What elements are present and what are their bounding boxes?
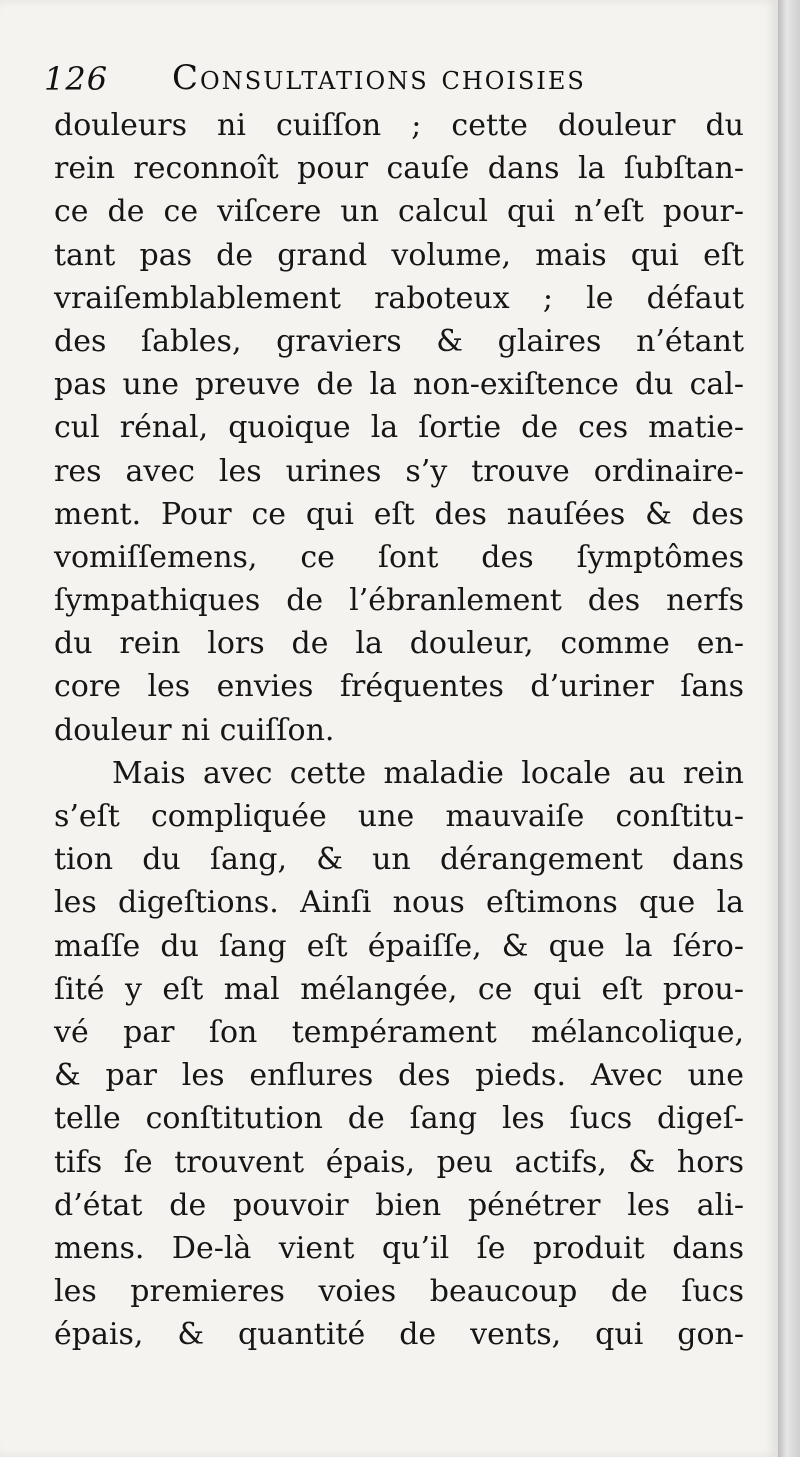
text-line: vé par ſon tempérament mélancolique, — [54, 1014, 744, 1050]
text-line: douleurs ni cuiſſon ; cette douleur du — [54, 108, 744, 143]
text-line: ſympathiques de l’ébranlement des nerfs — [54, 583, 744, 619]
text-line: des ſables, graviers & glaires n’étant — [54, 323, 744, 359]
body-text — [54, 104, 744, 1356]
text-line: ce de ce viſcere un calcul qui n’eſt pour- — [54, 194, 744, 230]
text-line: épais, & quantité de vents, qui gon- — [54, 1317, 744, 1353]
text-line: tifs ſe trouvent épais, peu actifs, & hors — [54, 1144, 744, 1180]
text-line: vomiſſemens, ce ſont des ſymptômes — [54, 539, 744, 575]
text-line: tion du ſang, & un dérangement dans — [54, 842, 744, 878]
text-line: vraiſemblablement raboteux ; le défaut — [54, 280, 744, 316]
text-line: maſſe du ſang eſt épaiſſe, & que la ſéro- — [54, 928, 744, 964]
text-line: & par les enflures des pieds. Avec une — [54, 1058, 744, 1094]
text-line: ſité y eſt mal mélangée, ce qui eſt prou- — [54, 971, 744, 1007]
text-line: telle conſtitution de ſang les ſucs digeſ- — [54, 1101, 744, 1137]
text-line: mens. De-là vient qu’il ſe produit dans — [54, 1230, 744, 1266]
page-edge-shadow — [778, 0, 800, 1457]
text-line: Mais avec cette maladie locale au rein — [112, 755, 744, 791]
text-line: douleur ni cuiſſon. — [54, 712, 335, 748]
text-line: ment. Pour ce qui eſt des nauſées & des — [54, 496, 744, 532]
text-line: du rein lors de la douleur, comme en- — [54, 626, 744, 662]
text-line: res avec les urines s’y trouve ordinaire- — [54, 453, 744, 489]
paragraph-1 — [54, 104, 744, 752]
paragraph-2 — [54, 752, 744, 1357]
text-line: core les envies fréquentes d’uriner ſans — [54, 669, 744, 705]
page-number: 126 — [44, 60, 109, 98]
text-line: s’eſt compliquée une mauvaiſe conſtitu- — [54, 799, 744, 834]
text-line: d’état de pouvoir bien pénétrer les ali- — [54, 1187, 744, 1223]
text-line: rein reconnoît pour cauſe dans la ſubſtan- — [54, 151, 744, 187]
text-line: les premieres voies beaucoup de ſucs — [54, 1274, 744, 1310]
text-line: les digeſtions. Ainſi nous eſtimons que la — [54, 885, 744, 921]
text-line: tant pas de grand volume, mais qui eſt — [54, 237, 744, 273]
running-title: Consultations choisies — [172, 58, 586, 98]
text-line: pas une preuve de la non-exiſtence du cal- — [54, 367, 744, 403]
page-header — [44, 58, 744, 104]
text-line: cul rénal, quoique la ſortie de ces matie- — [54, 410, 744, 446]
